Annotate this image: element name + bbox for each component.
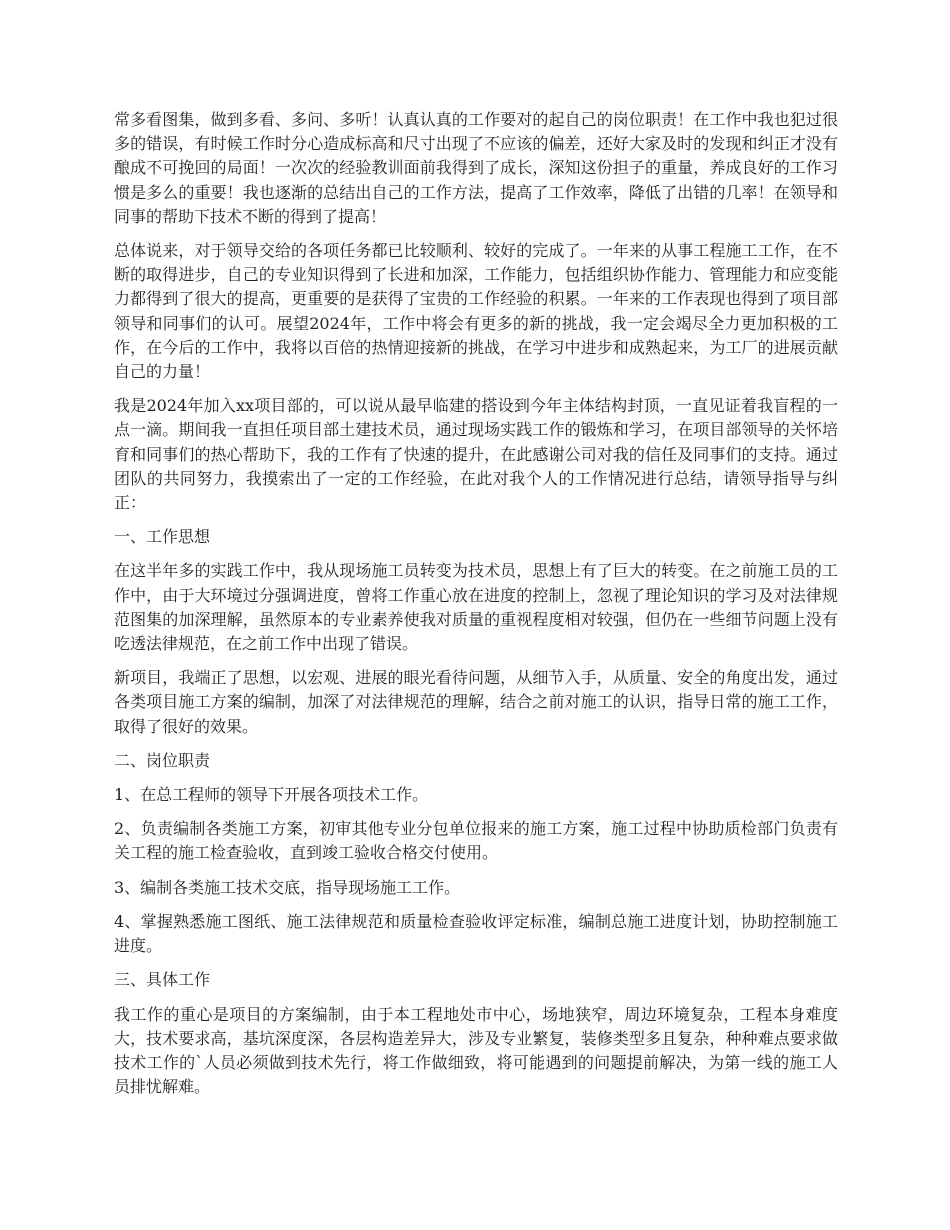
paragraph-thinking-change: 在这半年多的实践工作中，我从现场施工员转变为技术员，思想上有了巨大的转变。在之前施工员的工作中，由于大环境过分强调进度，曾将工作重心放在进度的控制上，忽视了理论知识的学习及对法律规范图集的加深理解，虽然原本的专业素养使我对质量的重视程度相对较强，但仍在一些细节问题上没有吃透法律规范，在之前工作中出现了错误。 <box>114 561 838 654</box>
paragraph-summary-lessons: 常多看图集，做到多看、多问、多听！认真认真的工作要对的起自己的岗位职责！在工作中我也犯过很多的错误，有时候工作时分心造成标高和尺寸出现了不应该的偏差，还好大家及时的发现和纠正才没有酿成不可挽回的局面！一次次的经验教训面前我得到了成长，深知这份担子的重量，养成良好的工作习惯是多么的重要！我也逐渐的总结出自己的工作方法，提高了工作效率，降低了出错的几率！在领导和同事的帮助下技术不断的得到了提高！ <box>114 110 838 226</box>
paragraph-specific-work: 我工作的重心是项目的方案编制，由于本工程地处市中心，场地狭窄，周边环境复杂，工程本身难度大，技术要求高，基坑深度深，各层构造差异大，涉及专业繁复，装修类型多且复杂，种种难点要求做技术工作的`人员必须做到技术先行，将工作做细致，将可能遇到的问题提前解决，为第一线的施工人员排忧解难。 <box>114 1004 838 1097</box>
section-heading-job-duties: 二、岗位职责 <box>114 750 211 770</box>
list-item-duty-2: 2、负责编制各类施工方案，初审其他专业分包单位报来的施工方案，施工过程中协助质检部门负责有关工程的施工检查验收，直到竣工验收合格交付使用。 <box>114 819 838 863</box>
section-heading-specific-work: 三、具体工作 <box>114 970 211 990</box>
paragraph-new-project: 新项目，我端正了思想，以宏观、进展的眼光看待问题，从细节入手，从质量、安全的角度出发，通过各类项目施工方案的编制，加深了对法律规范的理解，结合之前对施工的认识，指导日常的施工工作，取得了很好的效果。 <box>114 668 838 736</box>
paragraph-introduction: 我是2024年加入xx项目部的，可以说从最早临建的搭设到今年主体结构封顶，一直见证着我盲程的一点一滴。期间我一直担任项目部土建技术员，通过现场实践工作的锻炼和学习，在项目部领导的关怀培育和同事们的热心帮助下，我的工作有了快速的提升，在此感谢公司对我的信任及同事们的支持。通过团队的共同努力，我摸索出了一定的工作经验，在此对我个人的工作情况进行总结，请领导指导与纠正： <box>114 396 838 513</box>
section-heading-work-thinking: 一、工作思想 <box>114 527 211 547</box>
list-item-duty-1: 1、在总工程师的领导下开展各项技术工作。 <box>114 785 429 805</box>
paragraph-overall-summary: 总体说来，对于领导交给的各项任务都已比较顺利、较好的完成了。一年来的从事工程施工工作，在不断的取得进步，自己的专业知识得到了长进和加深，工作能力，包括组织协作能力、管理能力和应变能力都得到了很大的提高，更重要的是获得了宝贵的工作经验的积累。一年来的工作表现也得到了项目部领导和同事们的认可。展望2024年，工作中将会有更多的新的挑战，我一定会竭尽全力更加积极的工作，在今后的工作中，我将以百倍的热情迎接新的挑战，在学习中进步和成熟起来，为工厂的进展贡献自己的力量！ <box>114 241 838 382</box>
list-item-duty-4: 4、掌握熟悉施工图纸、施工法律规范和质量检查验收评定标准，编制总施工进度计划，协助控制施工进度。 <box>114 911 838 956</box>
list-item-duty-3: 3、编制各类施工技术交底，指导现场施工工作。 <box>114 877 461 897</box>
document-body <box>114 108 838 1109</box>
